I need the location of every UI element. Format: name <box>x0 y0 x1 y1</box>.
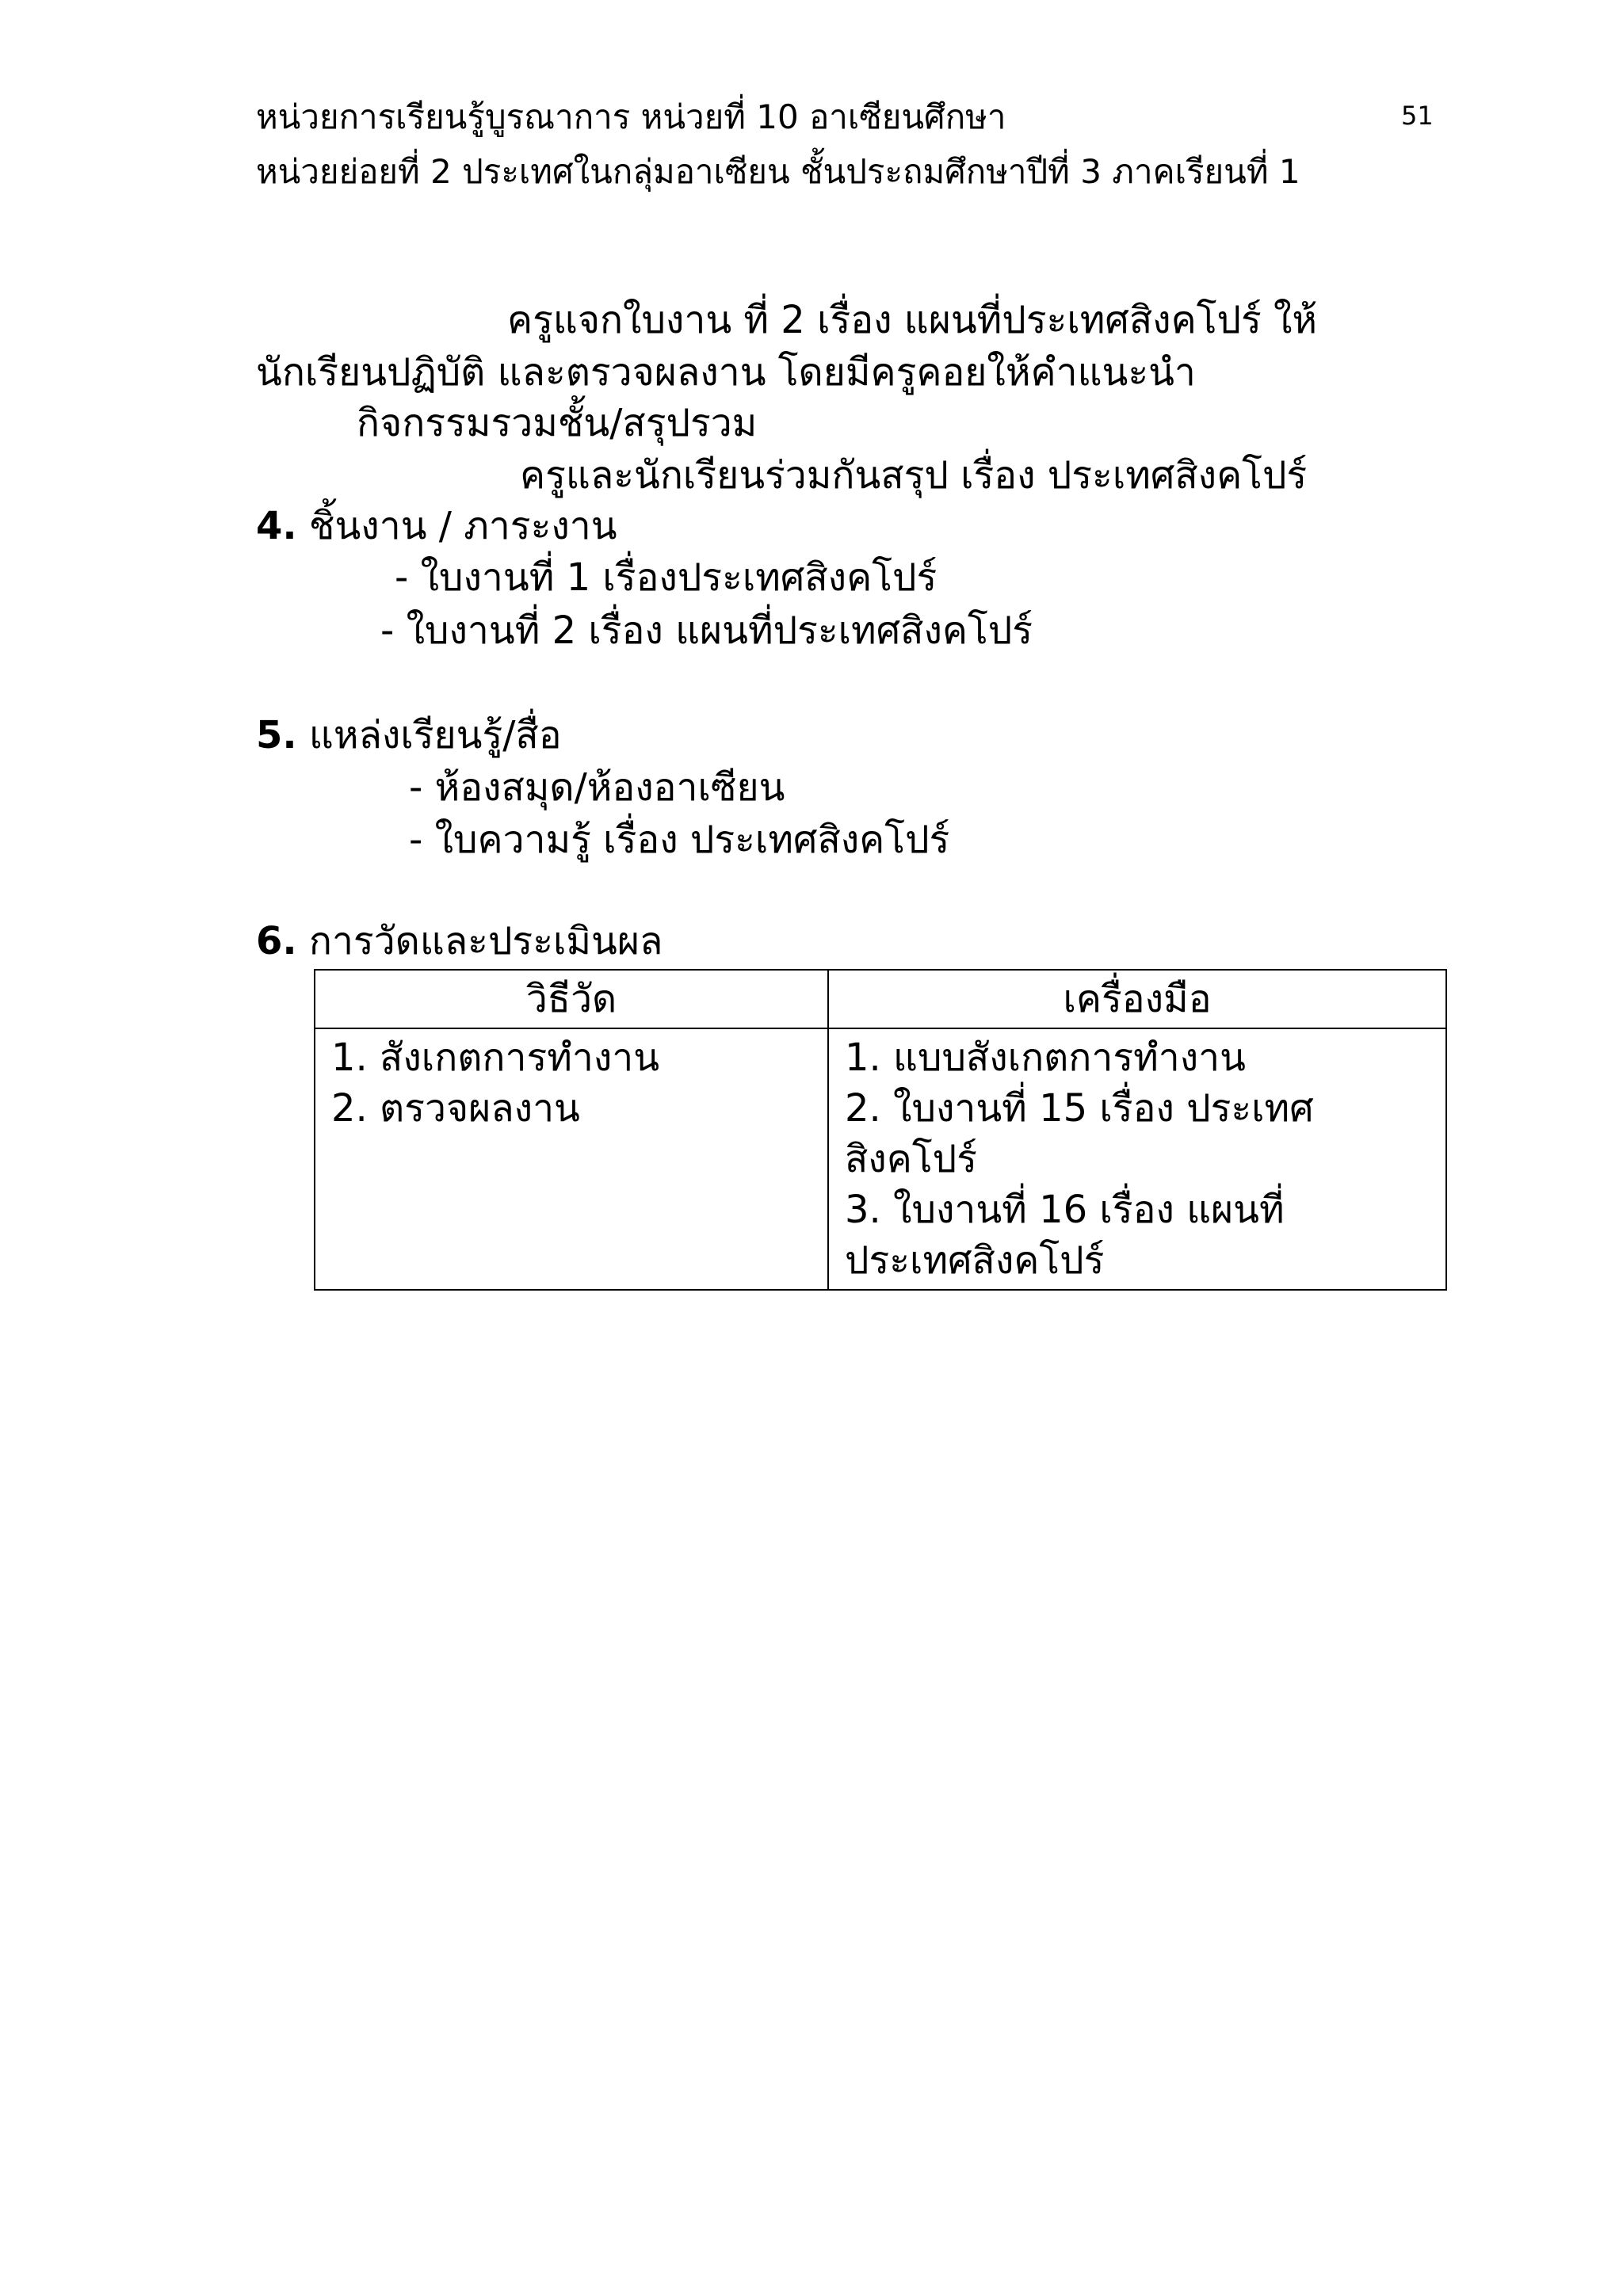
section-5-number: 5. <box>256 713 297 757</box>
page-number: 51 <box>1401 101 1434 131</box>
header-subunit-title: หน่วยย่อยที่ 2 ประเทศในกลุ่มอาเซียน ชั้นประถมศึกษาปีที่ 3 ภาคเรียนที่ 1 <box>256 152 1300 191</box>
tools-cell <box>828 1028 1446 1290</box>
section-5-title: แหล่งเรียนรู้/สื่อ <box>308 713 562 757</box>
section-5-item-2: - ใบความรู้ เรื่อง ประเทศสิงคโปร์ <box>409 818 950 862</box>
summary-text: ครูและนักเรียนร่วมกันสรุป เรื่อง ประเทศสิงคโปร์ <box>520 453 1308 498</box>
tool-item: ประเทศสิงคโปร์ <box>845 1238 1105 1283</box>
section-4-title: ชิ้นงาน / ภาระงาน <box>308 504 617 548</box>
section-6-title: การวัดและประเมินผล <box>308 919 663 963</box>
header-unit-title: หน่วยการเรียนรู้บูรณาการ หน่วยที่ 10 อาเซียนศึกษา <box>256 97 1006 136</box>
method-item: 1. สังเกตการทำงาน <box>331 1035 660 1080</box>
section-4-item-1: - ใบงานที่ 1 เรื่องประเทศสิงคโปร์ <box>395 555 938 600</box>
activity-line-1: ครูแจกใบงาน ที่ 2 เรื่อง แผนที่ประเทศสิงคโปร์ ให้ <box>507 298 1318 342</box>
section-4-heading <box>256 504 617 548</box>
section-5-heading <box>256 713 562 757</box>
section-4-item-2: - ใบงานที่ 2 เรื่อง แผนที่ประเทศสิงคโปร์ <box>380 608 1033 653</box>
method-item: 2. ตรวจผลงาน <box>331 1086 580 1131</box>
table-row <box>315 1028 1446 1290</box>
section-5-item-1: - ห้องสมุด/ห้องอาเซียน <box>409 765 785 810</box>
summary-heading: กิจกรรมรวมชั้น/สรุปรวม <box>357 401 758 445</box>
table-header-row <box>315 970 1446 1028</box>
tool-item: 1. แบบสังเกตการทำงาน <box>845 1035 1246 1080</box>
section-6-heading <box>256 919 663 963</box>
tool-item: 3. ใบงานที่ 16 เรื่อง แผนที่ <box>845 1188 1285 1232</box>
tool-item: 2. ใบงานที่ 15 เรื่อง ประเทศ <box>845 1086 1314 1131</box>
table-header-method: วิธีวัด <box>315 970 828 1028</box>
methods-cell <box>315 1028 828 1290</box>
table-header-tool: เครื่องมือ <box>828 970 1446 1028</box>
activity-line-2: นักเรียนปฏิบัติ และตรวจผลงาน โดยมีครูคอยให้คำแนะนำ <box>256 350 1196 395</box>
section-4-number: 4. <box>256 504 297 548</box>
tool-item: สิงคโปร์ <box>845 1137 977 1181</box>
assessment-table <box>314 969 1447 1291</box>
section-6-number: 6. <box>256 919 297 963</box>
